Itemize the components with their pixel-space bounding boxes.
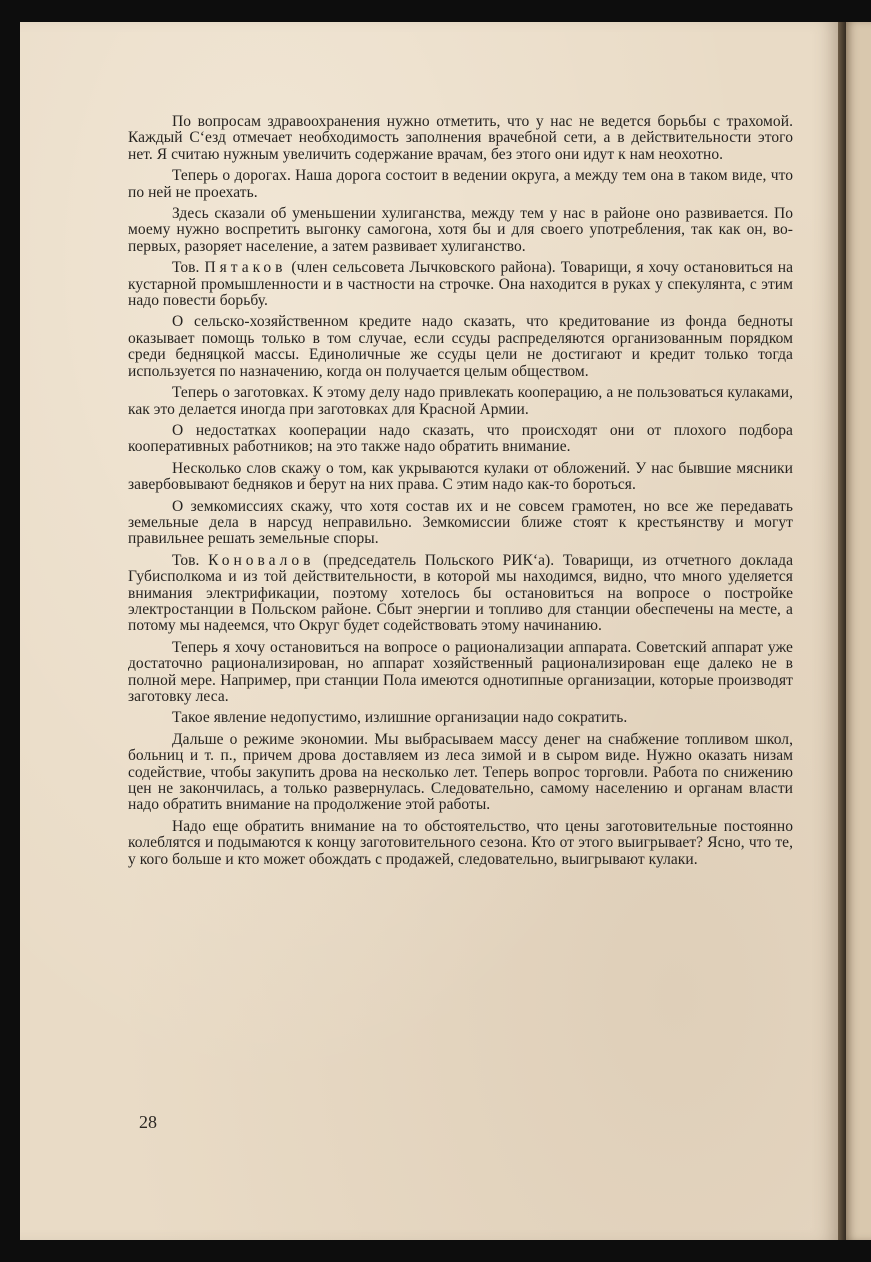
paragraph-economy: Дальше о режиме экономии. Мы выбрасываем массу денег на снабжение топливом школ, больниц и т. п., причем дрова доставляем из леса зимой и в сыром виде. Нужно оказать низам содействие, чтобы закупить дрова на несколько лет. Теперь вопрос торговли. Работа по снижению цен не закончилась, а только развернулась. Следовательно, самому населению и органам власти надо обратить внимание на продолжение этой работы. [128, 730, 793, 814]
speech-text: (председатель Польского РИК‘а). Товарищи, из отчетного доклада Губисполкома и из той действительности, в которой мы находимся, видно, что много уделяется внимания электрификации, поэтому хотелось бы остановиться на вопросе о постройке электростанции в Польском районе. Сбыт энергии и топливо для станции обеспечены на месте, а потому мы надеемся, что Округ будет содействовать этому начинанию. [128, 551, 793, 635]
speech-pyatakov [128, 260, 793, 309]
paragraph-prices: Надо еще обратить внимание на то обстоятельство, что цены заготовительные постоянно колеблятся и подымаются к концу заготовительного сезона. Кто от этого выигрывает? Ясно, что те, у кого больше и кто может обождать с продажей, следовательно, выигрывают кулаки. [128, 817, 793, 868]
page-body-text [128, 114, 793, 873]
paragraph-credit: О сельско-хозяйственном кредите надо сказать, что кредитование из фонда бедноты оказывает помощь только в том случае, если ссуды распределяются организованным порядком среди бедняцкой массы. Единоличные же ссуды цели не достигают и кредит только тогда используется по назначению, когда он получается целым обществом. [128, 313, 793, 380]
paragraph-reduce-organizations: Такое явление недопустимо, излишние организации надо сократить. [172, 709, 628, 727]
paragraph-procurement: Теперь о заготовках. К этому делу надо привлекать кооперацию, а не пользоваться кулаками, как это делается иногда при заготовках для Красной Армии. [128, 384, 793, 418]
paragraph-land-commissions: О земкомиссиях скажу, что хотя состав их и не совсем грамотен, но все же передавать земельные дела в нарсуд неправильно. Земкомиссии ближе стоят к крестьянству и могут правильнее решать земельные споры. [128, 497, 793, 548]
speech-text: (член сельсовета Лычковского района). Товарищи, я хочу остановиться на кустарной промышленности и в частности на строчке. Она находится в руках у спекулянта, с этим надо повести борьбу. [128, 259, 794, 310]
paragraph-roads: Теперь о дорогах. Наша дорога состоит в ведении округа, а между тем она в таком виде, что по ней не проехать. [128, 167, 793, 201]
paragraph-cooperation: О недостатках кооперации надо сказать, что происходят они от плохого подбора кооперативных работников; на это также надо обратить внимание. [128, 421, 793, 456]
paragraph-hooliganism: Здесь сказали об уменьшении хулиганства, между тем у нас в районе оно развивается. По моему нужно воспретить выгонку самогона, хотя бы и для своего употребления, так как он, во-первых, разоряет население, а затем развивает хулиганство. [128, 205, 793, 255]
paragraph-kulaks: Несколько слов скажу о том, как укрываются кулаки от обложений. У нас бывшие мясники завербовывают бедняков и берут на них права. С этим надо как-то бороться. [128, 459, 793, 494]
speaker-prefix: Тов. [172, 551, 209, 569]
speech-konovalov [128, 553, 793, 635]
page-number: 28 [139, 1112, 157, 1132]
speaker-name: Пятаков [204, 259, 287, 277]
adjacent-page-edge [846, 22, 871, 1240]
speaker-name: Коновалов [208, 551, 315, 569]
paragraph-rationalization: Теперь я хочу остановиться на вопросе о рационализации аппарата. Советский аппарат уже достаточно рационализирован, но аппарат хозяйственный рационализирован еще далеко не в полной мере. Например, при станции Пола имеются однотипные организации, которые производят заготовку леса. [128, 638, 793, 705]
speaker-prefix: Тов. [172, 259, 205, 277]
paragraph-health: По вопросам здравоохранения нужно отметить, что у нас не ведется борьбы с трахомой. Каждый С‘езд отмечает необходимость заполнения врачебной сети, а в действительности этого нет. Я считаю нужным увеличить содержание врачам, без этого они идут к нам неохотно. [128, 113, 793, 163]
